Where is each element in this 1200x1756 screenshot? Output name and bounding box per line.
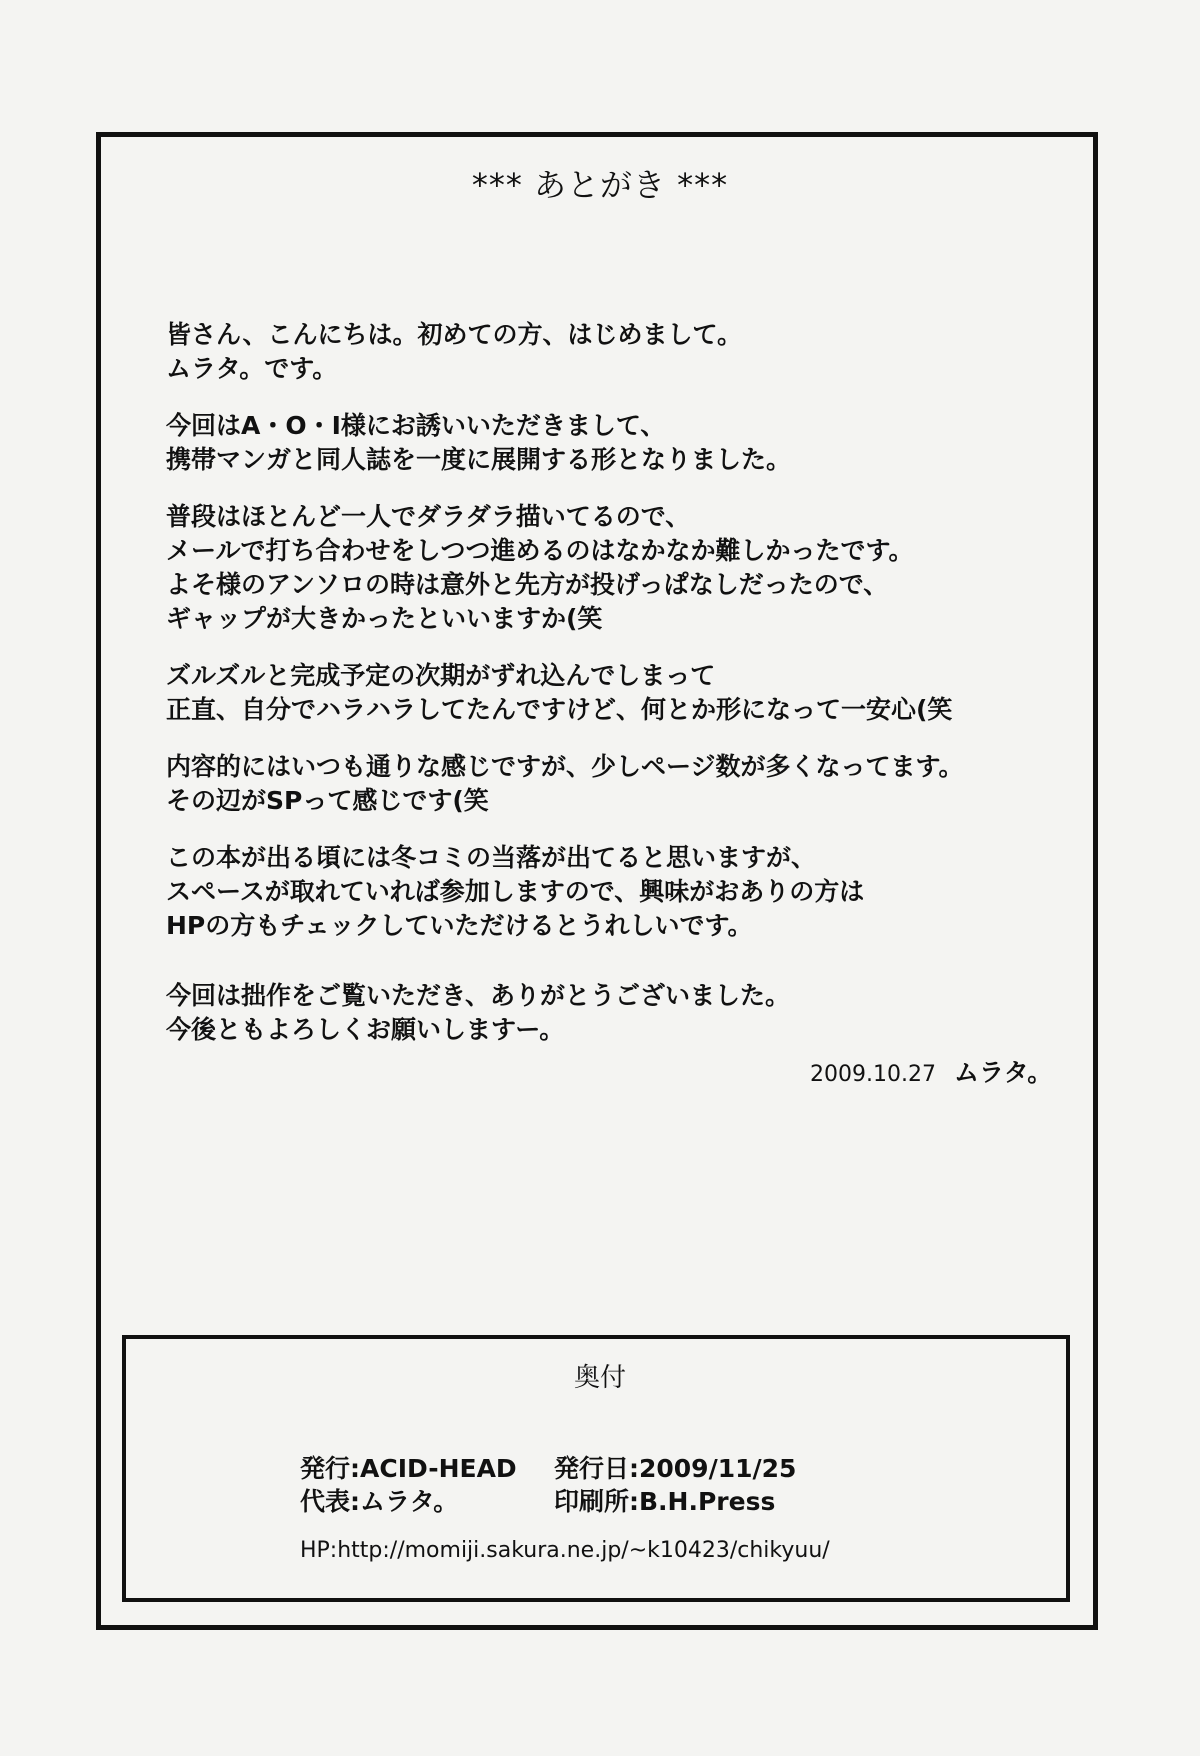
- colophon-title: 奥付: [573, 1363, 626, 1393]
- text-line: 内容的にはいつも通りな感じですが、少しページ数が多くなってます。: [166, 752, 964, 781]
- text-line: 今回はA・O・I様にお誘いいただきまして、: [166, 411, 666, 440]
- paragraph-content: [166, 750, 1066, 818]
- signature-name: ムラタ。: [953, 1058, 1053, 1087]
- signature: [810, 1053, 1052, 1089]
- representative: 代表:ムラタ。: [300, 1487, 459, 1516]
- text-line: 正直、自分でハラハラしてたんですけど、何とか形になって一安心(笑: [166, 695, 953, 724]
- paragraph-schedule: [166, 659, 1066, 727]
- paragraph-process: [166, 500, 1066, 636]
- paragraph-thanks: [166, 979, 1066, 1047]
- text-line: 普段はほとんど一人でダラダラ描いてるので、: [166, 502, 691, 531]
- paragraph-event: [166, 841, 1066, 943]
- text-line: スペースが取れていれば参加しますので、興味がおありの方は: [166, 877, 865, 906]
- text-line: ズルズルと完成予定の次期がずれ込んでしまって: [166, 661, 716, 690]
- colophon-row: [300, 1452, 796, 1485]
- issue-date: 発行日:2009/11/25: [554, 1454, 797, 1483]
- text-line: ギャップが大きかったといいますか(笑: [166, 604, 603, 633]
- text-line: この本が出る頃には冬コミの当落が出てると思いますが、: [166, 843, 817, 872]
- afterword-body: [166, 318, 1066, 1070]
- colophon-row: [300, 1485, 796, 1518]
- text-line: 携帯マンガと同人誌を一度に展開する形となりました。: [166, 445, 792, 474]
- printer: 印刷所:B.H.Press: [554, 1487, 776, 1516]
- text-line: よそ様のアンソロの時は意外と先方が投げっぱなしだったので、: [166, 570, 889, 599]
- afterword-title: *** あとがき ***: [471, 166, 729, 204]
- text-line: その辺がSPって感じです(笑: [166, 786, 489, 815]
- text-line: 皆さん、こんにちは。初めての方、はじめまして。: [166, 320, 743, 349]
- publisher: 発行:ACID-HEAD: [300, 1454, 517, 1483]
- text-line: 今後ともよろしくお願いしますー。: [166, 1015, 565, 1044]
- colophon-details: [300, 1452, 796, 1518]
- paragraph-invitation: [166, 409, 1066, 477]
- text-line: HPの方もチェックしていただけるとうれしいです。: [166, 911, 753, 940]
- text-line: メールで打ち合わせをしつつ進めるのはなかなか難しかったです。: [166, 536, 914, 565]
- paragraph-greeting: [166, 318, 1066, 386]
- signature-date: 2009.10.27: [810, 1062, 936, 1087]
- homepage-url: HP:http://momiji.sakura.ne.jp/~k10423/chikyuu/: [300, 1538, 830, 1563]
- text-line: ムラタ。です。: [166, 354, 338, 383]
- text-line: 今回は拙作をご覧いただき、ありがとうございました。: [166, 981, 791, 1010]
